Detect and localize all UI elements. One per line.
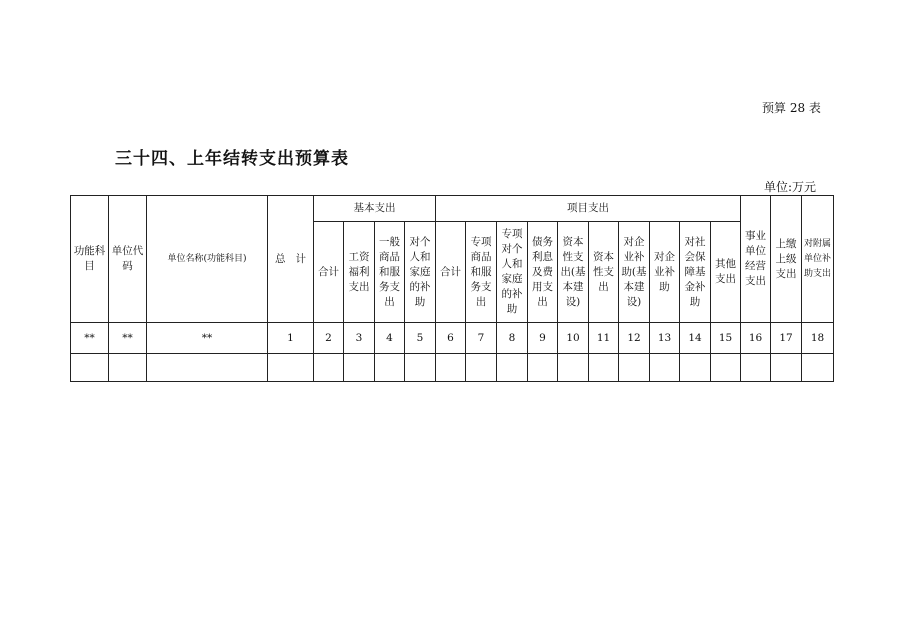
header-total: 总 计 (268, 196, 314, 323)
index-cell: 5 (405, 323, 436, 354)
header-unit-name: 单位名称(功能科目) (147, 196, 268, 323)
table-cell (405, 354, 436, 382)
header-basic-individual-subsidy: 对个 人和 家庭 的补 助 (405, 222, 436, 323)
index-cell: 8 (497, 323, 528, 354)
table-cell (109, 354, 147, 382)
header-project-total: 合计 (436, 222, 466, 323)
header-basic-goods-services: 一般 商品 和服 务支 出 (375, 222, 405, 323)
table-cell (344, 354, 375, 382)
table-cell (268, 354, 314, 382)
index-cell: 9 (528, 323, 558, 354)
table-cell (741, 354, 771, 382)
table-cell (680, 354, 711, 382)
header-unit-code: 单位代 码 (109, 196, 147, 323)
index-cell: ** (109, 323, 147, 354)
header-project-capital: 资本 性支 出 (589, 222, 619, 323)
header-project-enterprise-construction: 对企 业补 助(基 本建 设) (619, 222, 650, 323)
index-cell: 16 (741, 323, 771, 354)
header-project-individual-subsidy: 专项 对个 人和 家庭 的补 助 (497, 222, 528, 323)
table-cell (528, 354, 558, 382)
table-cell (147, 354, 268, 382)
table-cell (466, 354, 497, 382)
unit-label: 单位:万元 (764, 180, 817, 194)
table-cell (711, 354, 741, 382)
budget-table (70, 195, 834, 382)
header-function-subject: 功能科 目 (71, 196, 109, 323)
table-cell (497, 354, 528, 382)
index-cell: 7 (466, 323, 497, 354)
header-project-other: 其他 支出 (711, 222, 741, 323)
page-title: 三十四、上年结转支出预算表 (115, 149, 349, 169)
index-cell: 17 (771, 323, 802, 354)
index-cell: 6 (436, 323, 466, 354)
table-cell (802, 354, 834, 382)
header-project-enterprise-subsidy: 对企 业补 助 (650, 222, 680, 323)
index-cell: 1 (268, 323, 314, 354)
index-cell: 12 (619, 323, 650, 354)
index-cell: 2 (314, 323, 344, 354)
header-subsidy-affiliated: 对附属 单位补 助支出 (802, 196, 834, 323)
table-cell (436, 354, 466, 382)
header-project-debt-interest: 债务 利息 及费 用支 出 (528, 222, 558, 323)
header-project-social-security: 对社 会保 障基 金补 助 (680, 222, 711, 323)
table-cell (771, 354, 802, 382)
header-project-capital-construction: 资本 性支 出(基 本建 设) (558, 222, 589, 323)
index-cell: 18 (802, 323, 834, 354)
index-cell: 3 (344, 323, 375, 354)
index-cell: ** (71, 323, 109, 354)
index-row (71, 323, 834, 354)
table-cell (650, 354, 680, 382)
header-remit-superior: 上缴 上级 支出 (771, 196, 802, 323)
table-cell (375, 354, 405, 382)
header-business-unit-operating: 事业 单位 经营 支出 (741, 196, 771, 323)
index-cell: 4 (375, 323, 405, 354)
header-basic-total: 合计 (314, 222, 344, 323)
table-cell (558, 354, 589, 382)
table-row (71, 354, 834, 382)
header-group-basic: 基本支出 (314, 196, 436, 222)
table-cell (314, 354, 344, 382)
index-cell: ** (147, 323, 268, 354)
table-number: 预算 28 表 (762, 101, 821, 115)
index-cell: 15 (711, 323, 741, 354)
index-cell: 10 (558, 323, 589, 354)
table-cell (589, 354, 619, 382)
header-group-project: 项目支出 (436, 196, 741, 222)
index-cell: 13 (650, 323, 680, 354)
index-cell: 14 (680, 323, 711, 354)
index-cell: 11 (589, 323, 619, 354)
table-cell (619, 354, 650, 382)
header-basic-wages: 工资 福利 支出 (344, 222, 375, 323)
header-project-goods-services: 专项 商品 和服 务支 出 (466, 222, 497, 323)
table-cell (71, 354, 109, 382)
